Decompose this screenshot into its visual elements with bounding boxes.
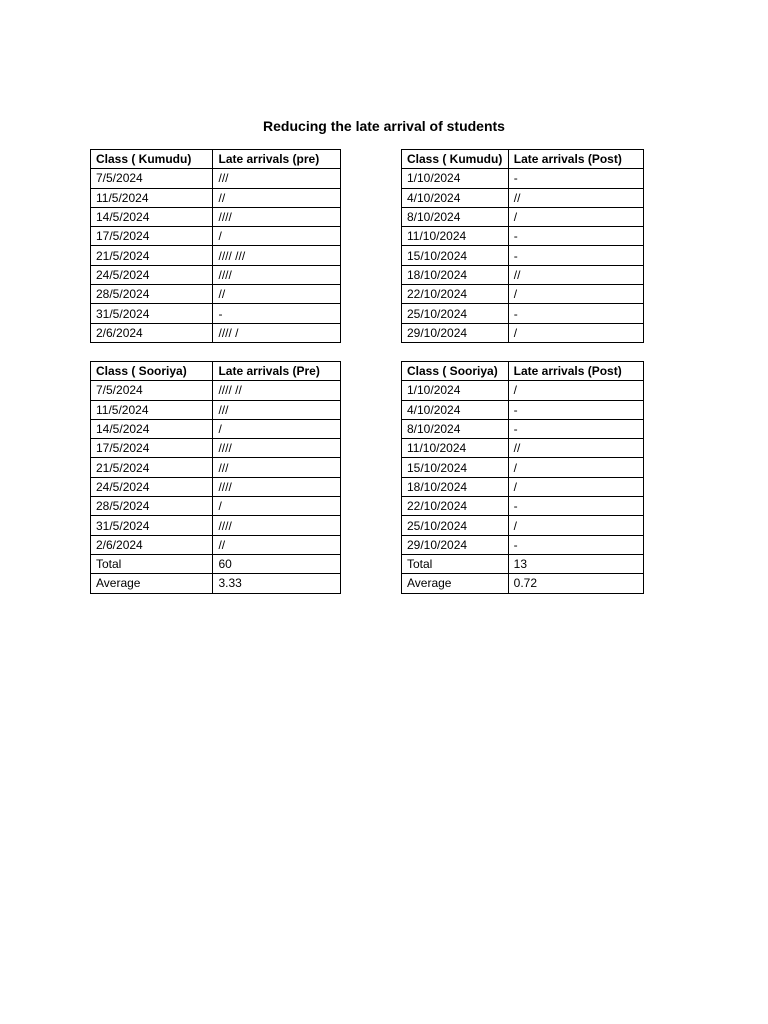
table-header-row: [402, 150, 644, 169]
date-cell: 1/10/2024: [402, 169, 509, 188]
date-cell: 28/5/2024: [91, 285, 213, 304]
table-row: [91, 535, 341, 554]
table-row: [91, 400, 341, 419]
tally-cell: -: [508, 400, 643, 419]
date-cell: Total: [91, 554, 213, 573]
table-header-row: [91, 150, 341, 169]
sooriya-post-table: [401, 361, 644, 594]
table-row: [91, 227, 341, 246]
table-row: [91, 285, 341, 304]
class-column-header: Class ( Kumudu): [91, 150, 213, 169]
date-cell: 25/10/2024: [402, 516, 509, 535]
date-cell: 11/10/2024: [402, 227, 509, 246]
table-row: [402, 207, 644, 226]
date-cell: 22/10/2024: [402, 497, 509, 516]
table-row: [91, 554, 341, 573]
table-row: [402, 516, 644, 535]
table-row: [402, 323, 644, 342]
tally-cell: ///: [213, 400, 341, 419]
table-header-row: [402, 362, 644, 381]
tally-cell: /: [508, 516, 643, 535]
date-cell: 11/5/2024: [91, 400, 213, 419]
date-cell: 25/10/2024: [402, 304, 509, 323]
class-column-header: Class ( Sooriya): [91, 362, 213, 381]
table-row: [91, 265, 341, 284]
tally-cell: //// ///: [213, 246, 341, 265]
class-column-header: Class ( Kumudu): [402, 150, 509, 169]
tally-cell: -: [508, 227, 643, 246]
tally-cell: /: [508, 477, 643, 496]
table-row: [402, 400, 644, 419]
tally-cell: ////: [213, 439, 341, 458]
table-row: [91, 207, 341, 226]
table-row: [402, 458, 644, 477]
date-cell: 11/10/2024: [402, 439, 509, 458]
table-row: [402, 285, 644, 304]
date-cell: 2/6/2024: [91, 323, 213, 342]
table-row: [402, 574, 644, 593]
table-row: [91, 516, 341, 535]
tally-cell: ///: [213, 458, 341, 477]
date-cell: 28/5/2024: [91, 497, 213, 516]
table-row: [402, 188, 644, 207]
tally-cell: ////: [213, 207, 341, 226]
late-arrivals-column-header: Late arrivals (Pre): [213, 362, 341, 381]
table-row: [402, 439, 644, 458]
table-row: [91, 497, 341, 516]
table-row: [91, 477, 341, 496]
tally-cell: ////: [213, 516, 341, 535]
table-row: [402, 477, 644, 496]
table-row: [402, 169, 644, 188]
tally-cell: 0.72: [508, 574, 643, 593]
date-cell: 2/6/2024: [91, 535, 213, 554]
tally-cell: /: [213, 227, 341, 246]
date-cell: 29/10/2024: [402, 535, 509, 554]
tally-cell: ////: [213, 265, 341, 284]
table-row: [91, 458, 341, 477]
table-row: [91, 246, 341, 265]
table-row: [91, 574, 341, 593]
date-cell: 29/10/2024: [402, 323, 509, 342]
tally-cell: /: [213, 497, 341, 516]
table-row: [402, 535, 644, 554]
table-row: [91, 439, 341, 458]
kumudu-post-table: [401, 149, 644, 343]
table-row: [91, 419, 341, 438]
date-cell: 8/10/2024: [402, 419, 509, 438]
date-cell: 18/10/2024: [402, 265, 509, 284]
date-cell: 14/5/2024: [91, 207, 213, 226]
late-arrivals-column-header: Late arrivals (Post): [508, 362, 643, 381]
date-cell: 1/10/2024: [402, 381, 509, 400]
table-row: [91, 304, 341, 323]
table-row: [402, 554, 644, 573]
date-cell: 4/10/2024: [402, 400, 509, 419]
tally-cell: ////: [213, 477, 341, 496]
tally-cell: /: [508, 381, 643, 400]
table-row: [402, 381, 644, 400]
tally-cell: //: [213, 285, 341, 304]
date-cell: 18/10/2024: [402, 477, 509, 496]
tally-cell: ///: [213, 169, 341, 188]
date-cell: 24/5/2024: [91, 477, 213, 496]
tally-cell: -: [508, 304, 643, 323]
tally-cell: -: [213, 304, 341, 323]
tally-cell: 13: [508, 554, 643, 573]
date-cell: 15/10/2024: [402, 246, 509, 265]
date-cell: Total: [402, 554, 509, 573]
table-row: [402, 246, 644, 265]
table-row: [402, 227, 644, 246]
table-row: [402, 419, 644, 438]
table-row: [402, 497, 644, 516]
tally-cell: //: [213, 188, 341, 207]
tally-cell: //: [508, 265, 643, 284]
date-cell: 31/5/2024: [91, 304, 213, 323]
date-cell: 4/10/2024: [402, 188, 509, 207]
sooriya-pre-table: [90, 361, 341, 594]
date-cell: 15/10/2024: [402, 458, 509, 477]
tally-cell: //: [508, 439, 643, 458]
date-cell: 24/5/2024: [91, 265, 213, 284]
tally-cell: -: [508, 497, 643, 516]
class-column-header: Class ( Sooriya): [402, 362, 509, 381]
date-cell: 21/5/2024: [91, 246, 213, 265]
tally-cell: //: [508, 188, 643, 207]
table-row: [91, 323, 341, 342]
table-row: [91, 169, 341, 188]
tally-cell: /: [213, 419, 341, 438]
date-cell: Average: [91, 574, 213, 593]
date-cell: 8/10/2024: [402, 207, 509, 226]
tally-cell: /: [508, 323, 643, 342]
tally-cell: -: [508, 535, 643, 554]
table-header-row: [91, 362, 341, 381]
tally-cell: /: [508, 285, 643, 304]
late-arrivals-column-header: Late arrivals (pre): [213, 150, 341, 169]
date-cell: 11/5/2024: [91, 188, 213, 207]
table-row: [402, 304, 644, 323]
tally-cell: /: [508, 458, 643, 477]
tally-cell: //// //: [213, 381, 341, 400]
date-cell: 17/5/2024: [91, 439, 213, 458]
tally-cell: /: [508, 207, 643, 226]
tally-cell: 3.33: [213, 574, 341, 593]
date-cell: 21/5/2024: [91, 458, 213, 477]
tally-cell: -: [508, 169, 643, 188]
date-cell: Average: [402, 574, 509, 593]
kumudu-pre-table: [90, 149, 341, 343]
table-row: [91, 381, 341, 400]
date-cell: 22/10/2024: [402, 285, 509, 304]
document-title: Reducing the late arrival of students: [263, 118, 505, 134]
tally-cell: -: [508, 419, 643, 438]
date-cell: 31/5/2024: [91, 516, 213, 535]
tally-cell: -: [508, 246, 643, 265]
table-row: [402, 265, 644, 284]
tally-cell: 60: [213, 554, 341, 573]
date-cell: 17/5/2024: [91, 227, 213, 246]
tally-cell: //: [213, 535, 341, 554]
tally-cell: //// /: [213, 323, 341, 342]
date-cell: 7/5/2024: [91, 169, 213, 188]
late-arrivals-column-header: Late arrivals (Post): [508, 150, 643, 169]
date-cell: 7/5/2024: [91, 381, 213, 400]
date-cell: 14/5/2024: [91, 419, 213, 438]
table-row: [91, 188, 341, 207]
